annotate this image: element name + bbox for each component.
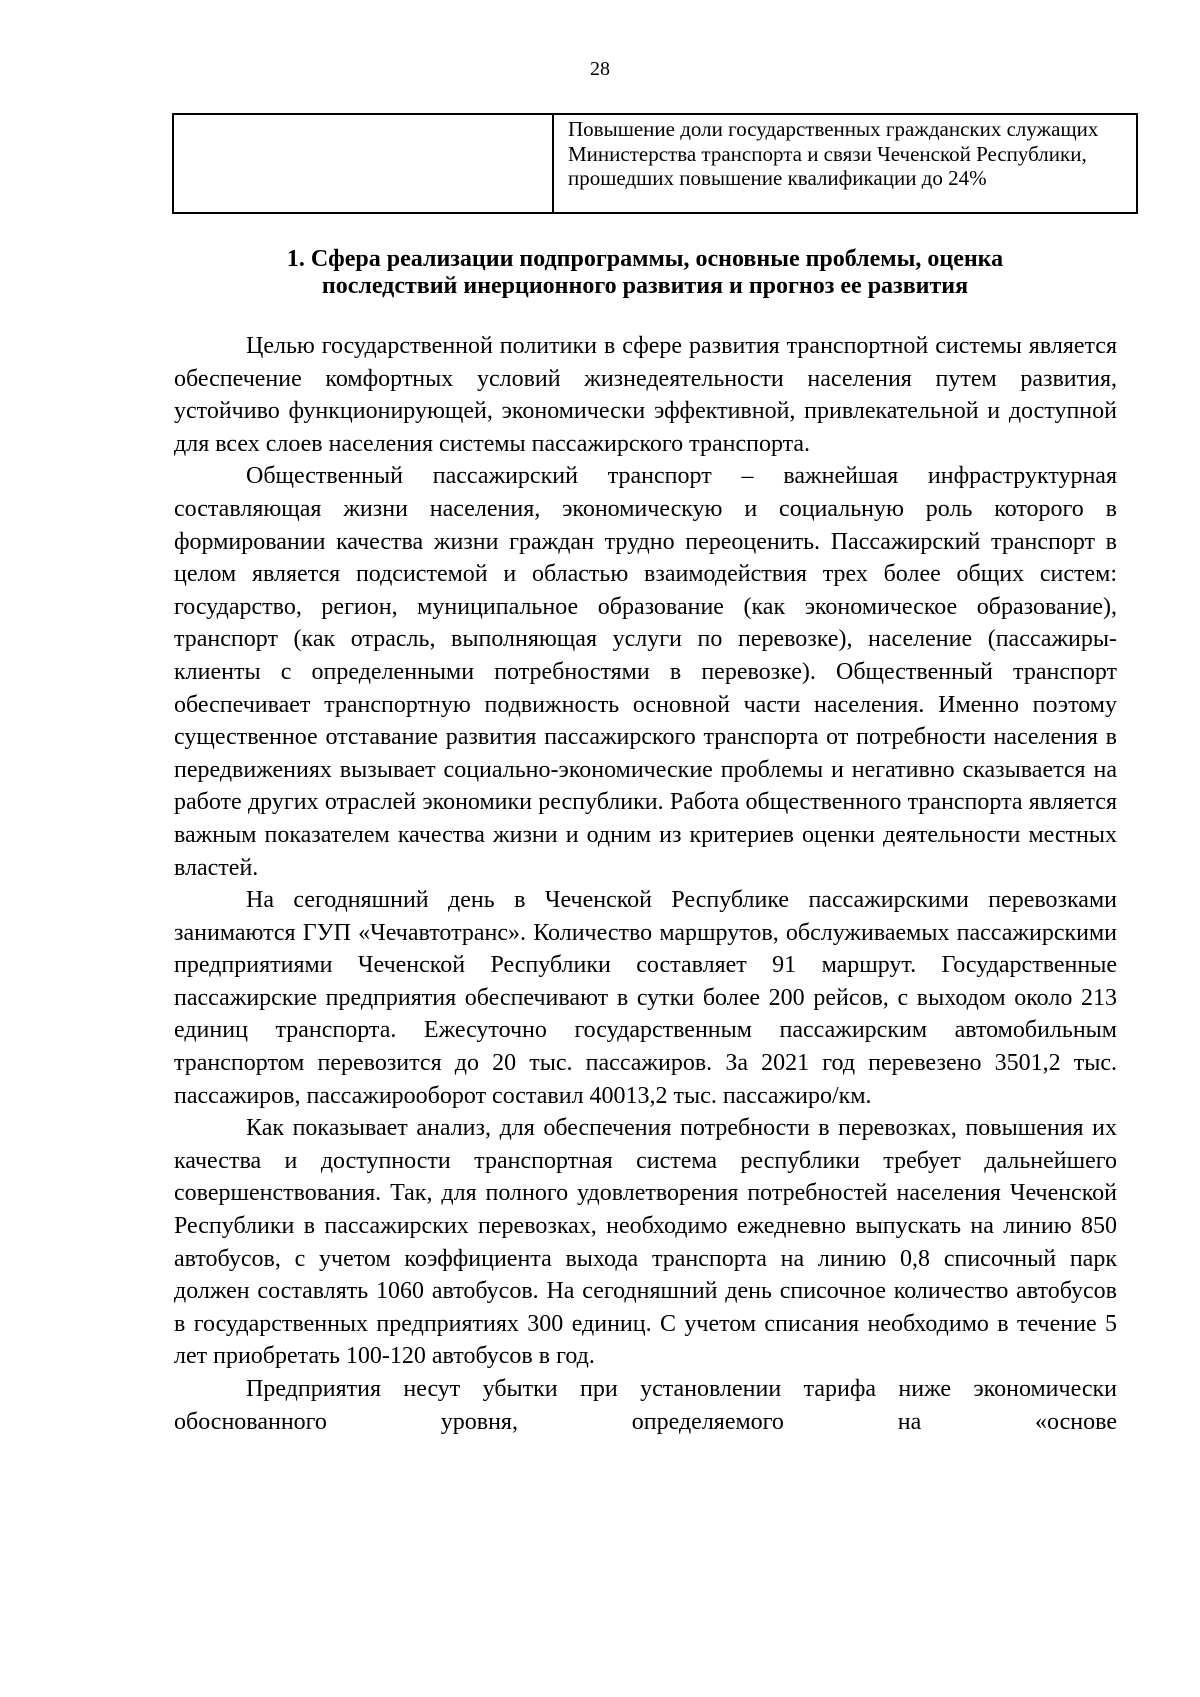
indicator-text: Повышение доли государственных гражданских служащих Министерства транспорта и связи Чеченской Республики, прошедших повышение квалификации до 24% <box>568 117 1099 190</box>
paragraph-policy-goal: Целью государственной политики в сфере развития транспортной системы является обеспечение комфортных условий жизнедеятельности населения путем развития, устойчиво функционирующей, экономически эффективной, привлекательной и доступной для всех слоев населения системы пассажирского транспорта. <box>174 333 1117 457</box>
table-cell-empty <box>173 114 553 213</box>
table-cell-indicator <box>553 114 1137 213</box>
paragraph-losses: Предприятия несут убытки при установлении тарифа ниже экономически обоснованного уровня, определяемого на «основе <box>174 1376 1117 1435</box>
section-heading-line-1: 1. Сфера реализации подпрограммы, основные проблемы, оценка <box>286 246 1004 272</box>
paragraph-analysis: Как показывает анализ, для обеспечения потребности в перевозках, повышения их качества и доступности транспортная система республики требует дальнейшего совершенствования. Так, для полного удовлетворения потребностей населения Чеченской Республики в пассажирских перевозках, необходимо ежедневно выпускать на линию 850 автобусов, с учетом коэффициента выхода транспорта на линию 0,8 списочный парк должен составлять 1060 автобусов. На сегодняшний день списочное количество автобусов в государственных предприятиях 300 единиц. С учетом списания необходимо в течение 5 лет приобретать 100-120 автобусов в год. <box>174 1115 1117 1370</box>
paragraph-public-transport: Общественный пассажирский транспорт – важнейшая инфраструктурная составляющая жизни населения, экономическую и социальную роль которого в формировании качества жизни граждан трудно переоценить. Пассажирский транспорт в целом является подсистемой и областью взаимодействия трех более общих систем: государство, регион, муниципальное образование (как экономическое образование), транспорт (как отрасль, выполняющая услуги по перевозке), население (пассажиры-клиенты с определенными потребностями в перевозке). Общественный транспорт обеспечивает транспортную подвижность основной части населения. Именно поэтому существенное отставание развития пассажирского транспорта от потребности населения в передвижениях вызывает социально-экономические проблемы и негативно сказывается на работе других отраслей экономики республики. Работа общественного транспорта является важным показателем качества жизни и одним из критериев оценки деятельности местных властей. <box>174 463 1117 881</box>
continuation-table <box>172 113 1138 214</box>
section-heading <box>172 246 1118 300</box>
body-text <box>174 330 1117 1438</box>
page-number: 28 <box>590 58 610 80</box>
table-row <box>173 114 1137 213</box>
paragraph-current-state: На сегодняшний день в Чеченской Республике пассажирскими перевозками занимаются ГУП «Чечавтотранс». Количество маршрутов, обслуживаемых пассажирскими предприятиями Чеченской Республики составляет 91 маршрут. Государственные пассажирские предприятия обеспечивают в сутки более 200 рейсов, с выходом около 213 единиц транспорта. Ежесуточно государственным пассажирским автомобильным транспортом перевозится до 20 тыс. пассажиров. За 2021 год перевезено 3501,2 тыс. пассажиров, пассажирооборот составил 40013,2 тыс. пассажиро/км. <box>174 887 1117 1109</box>
section-heading-line-2: последствий инерционного развития и прогноз ее развития <box>321 273 969 299</box>
